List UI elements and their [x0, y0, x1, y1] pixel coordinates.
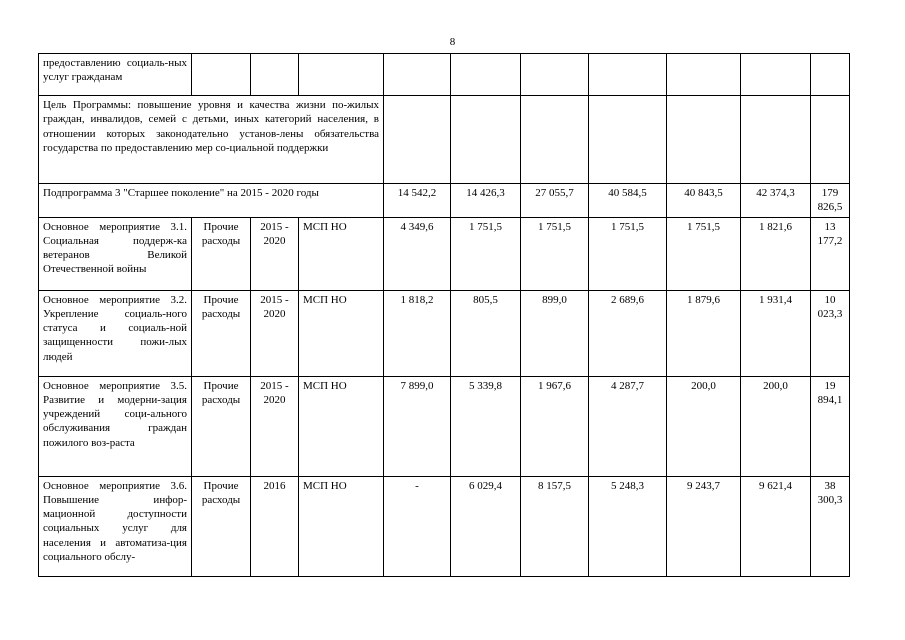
executor: МСП НО — [299, 376, 384, 476]
value-cell: 1 751,5 — [667, 217, 741, 290]
executor: МСП НО — [299, 290, 384, 376]
budget-table — [38, 53, 850, 577]
value-cell: 1 751,5 — [589, 217, 667, 290]
value-cell: 1 821,6 — [741, 217, 811, 290]
value-cell: 1 751,5 — [451, 217, 521, 290]
empty-cell — [451, 54, 521, 96]
value-cell: 42 374,3 — [741, 184, 811, 218]
value-cell: - — [384, 476, 451, 576]
table-row — [39, 184, 850, 218]
value-cell: 899,0 — [521, 290, 589, 376]
value-cell: 13 177,2 — [811, 217, 850, 290]
empty-cell — [741, 96, 811, 184]
expense-type: Прочие расходы — [192, 290, 251, 376]
empty-cell — [251, 54, 299, 96]
executor: МСП НО — [299, 476, 384, 576]
empty-cell — [741, 54, 811, 96]
empty-cell — [384, 96, 451, 184]
value-cell: 1 967,6 — [521, 376, 589, 476]
empty-cell — [667, 96, 741, 184]
table-row — [39, 376, 850, 476]
value-cell: 1 879,6 — [667, 290, 741, 376]
empty-cell — [811, 96, 850, 184]
measure-description: Основное мероприятие 3.6. Повышение инфор-мационной доступности социальных услуг для населения и автоматиза-ция социального обслу- — [39, 476, 192, 576]
expense-type: Прочие расходы — [192, 476, 251, 576]
empty-cell — [451, 96, 521, 184]
value-cell: 179 826,5 — [811, 184, 850, 218]
table-row — [39, 96, 850, 184]
value-cell: 40 843,5 — [667, 184, 741, 218]
value-cell: 40 584,5 — [589, 184, 667, 218]
row-description: предоставлению социаль-ных услуг гражданам — [39, 54, 192, 96]
value-cell: 38 300,3 — [811, 476, 850, 576]
value-cell: 14 542,2 — [384, 184, 451, 218]
table-body — [39, 54, 850, 577]
value-cell: 10 023,3 — [811, 290, 850, 376]
subprogram-title: Подпрограмма 3 "Старшее поколение" на 2015 - 2020 годы — [39, 184, 384, 218]
value-cell: 7 899,0 — [384, 376, 451, 476]
measure-description: Основное мероприятие 3.5. Развитие и модерни-зация учреждений соци-ального обслуживания граждан пожилого воз-раста — [39, 376, 192, 476]
table-row — [39, 217, 850, 290]
table-row — [39, 54, 850, 96]
empty-cell — [192, 54, 251, 96]
value-cell: 14 426,3 — [451, 184, 521, 218]
empty-cell — [521, 54, 589, 96]
value-cell: 6 029,4 — [451, 476, 521, 576]
value-cell: 200,0 — [667, 376, 741, 476]
empty-cell — [589, 54, 667, 96]
value-cell: 8 157,5 — [521, 476, 589, 576]
years: 2015 - 2020 — [251, 290, 299, 376]
expense-type: Прочие расходы — [192, 376, 251, 476]
empty-cell — [667, 54, 741, 96]
page-number: 8 — [449, 36, 456, 48]
value-cell: 1 818,2 — [384, 290, 451, 376]
empty-cell — [384, 54, 451, 96]
value-cell: 805,5 — [451, 290, 521, 376]
program-goal: Цель Программы: повышение уровня и качества жизни по-жилых граждан, инвалидов, семей с детьми, иных категорий населения, в отношении которых законодательно установ-лены обязательства государства по предоставлению мер со-циальной поддержки — [39, 96, 384, 184]
value-cell: 2 689,6 — [589, 290, 667, 376]
years: 2015 - 2020 — [251, 376, 299, 476]
years: 2016 — [251, 476, 299, 576]
table-row — [39, 290, 850, 376]
empty-cell — [299, 54, 384, 96]
years: 2015 - 2020 — [251, 217, 299, 290]
value-cell: 5 248,3 — [589, 476, 667, 576]
measure-description: Основное мероприятие 3.2. Укрепление социаль-ного статуса и социаль-ной защищенности пожи-лых людей — [39, 290, 192, 376]
value-cell: 5 339,8 — [451, 376, 521, 476]
empty-cell — [811, 54, 850, 96]
value-cell: 200,0 — [741, 376, 811, 476]
expense-type: Прочие расходы — [192, 217, 251, 290]
value-cell: 9 621,4 — [741, 476, 811, 576]
value-cell: 4 349,6 — [384, 217, 451, 290]
value-cell: 1 931,4 — [741, 290, 811, 376]
empty-cell — [521, 96, 589, 184]
value-cell: 19 894,1 — [811, 376, 850, 476]
table-row — [39, 476, 850, 576]
value-cell: 27 055,7 — [521, 184, 589, 218]
measure-description: Основное мероприятие 3.1. Социальная поддерж-ка ветеранов Великой Отечественной войны — [39, 217, 192, 290]
value-cell: 1 751,5 — [521, 217, 589, 290]
empty-cell — [589, 96, 667, 184]
value-cell: 4 287,7 — [589, 376, 667, 476]
executor: МСП НО — [299, 217, 384, 290]
value-cell: 9 243,7 — [667, 476, 741, 576]
